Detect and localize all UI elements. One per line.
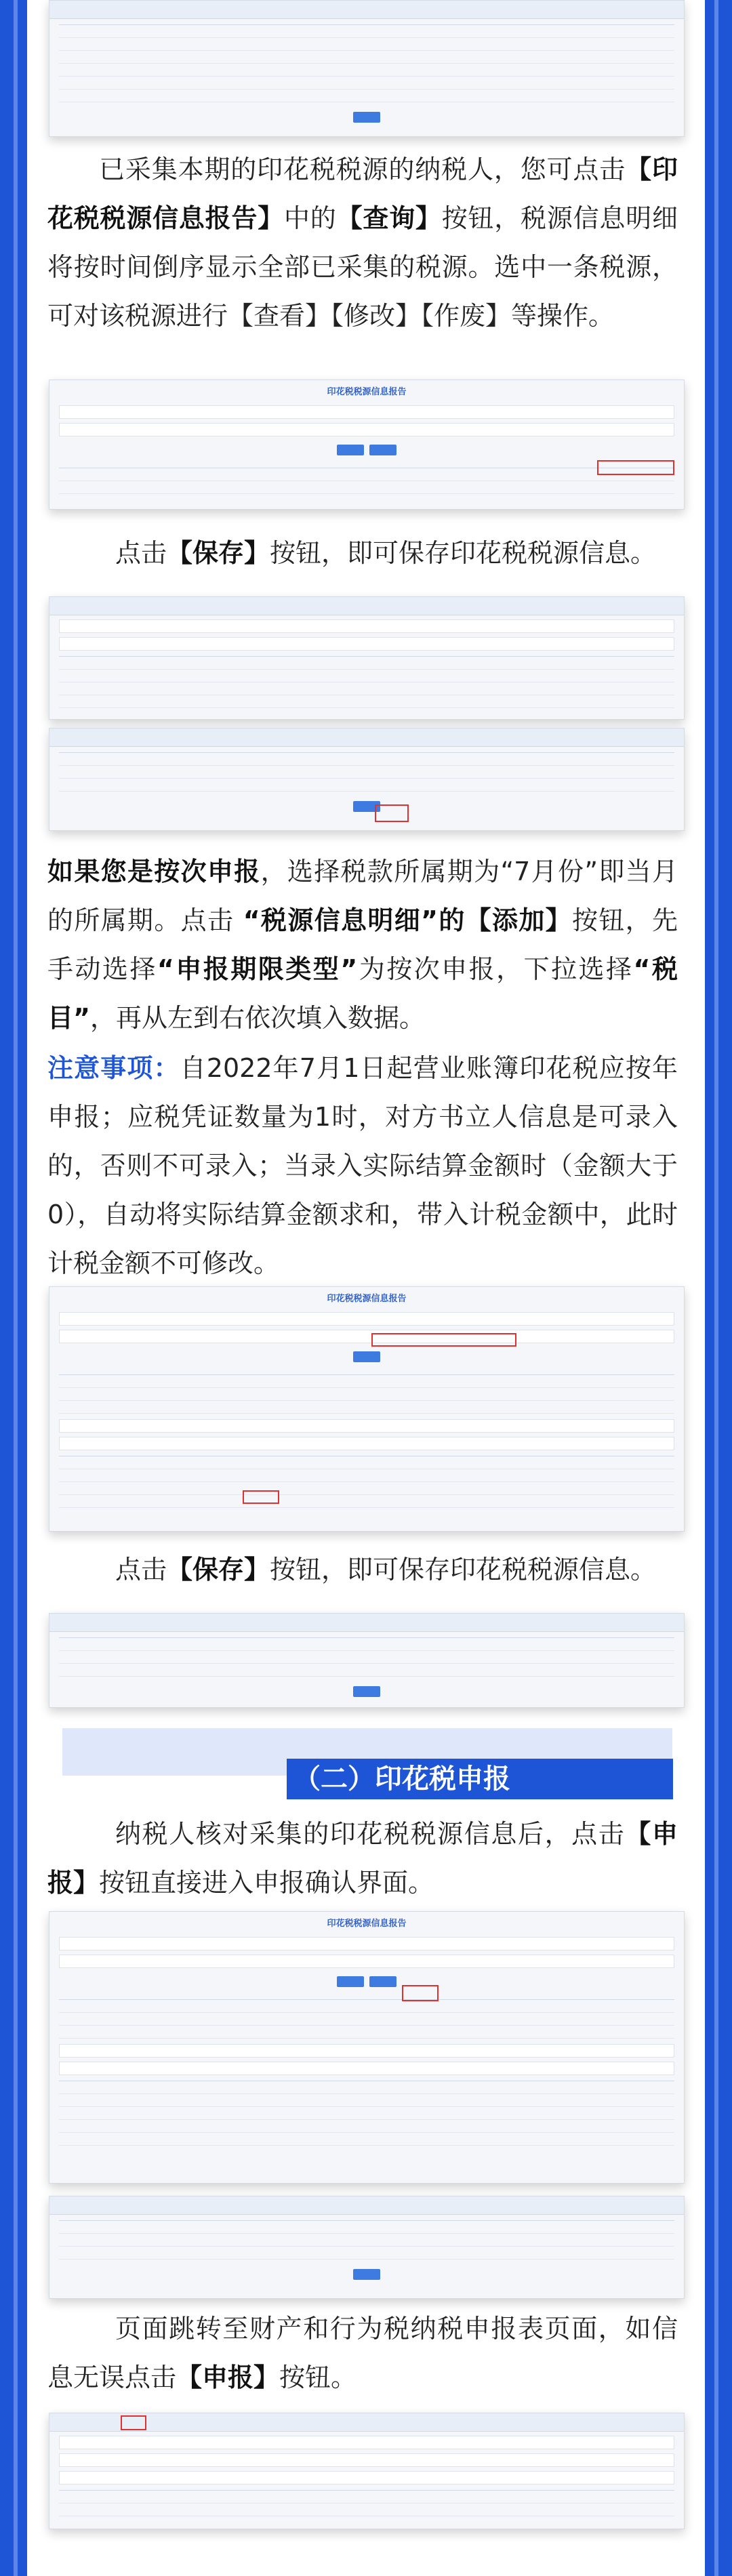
- paragraph-per-instance: 如果您是按次申报，选择税款所属期为“7月份”即当月的所属期。点击 “税源信息明细”的【添加】按钮，先手动选择“申报期限类型”为按次申报，下拉选择“税目”，再从左到右依次填入数据。: [47, 857, 678, 1033]
- paragraph-notes: 注意事项：自2022年7月1日起营业账簿印花税应按年申报；应税凭证数量为1时，对方书立人信息是可录入的，否则不可录入；当录入实际结算金额时（金额大于0），自动将实际结算金额求和，带入计税金额中，此时计税金额不可修改。: [47, 1053, 678, 1278]
- paragraph-query: 已采集本期的印花税税源的纳税人，您可点击【印花税税源信息报告】中的【查询】按钮，税源信息明细将按时间倒序显示全部已采集的税源。选中一条税源，可对该税源进行【查看】【修改】【作废】等操作。: [47, 155, 678, 331]
- screenshot-save-form: [49, 596, 685, 720]
- screenshot-add-detail: 印花税税源信息报告: [49, 1286, 685, 1532]
- screenshot-save-table: [49, 728, 685, 831]
- right-rail: [714, 0, 718, 2576]
- left-rail: [14, 0, 18, 2576]
- paragraph-save-2: 点击【保存】按钮，即可保存印花税税源信息。: [115, 1555, 657, 1585]
- paragraph-declare-entry: 纳税人核对采集的印花税税源信息后，点击【申报】按钮直接进入申报确认界面。: [47, 1819, 678, 1898]
- screenshot-declare-form: 印花税税源信息报告: [49, 1911, 685, 2184]
- screenshot-report-query: 印花税税源信息报告: [49, 380, 685, 510]
- screenshot-tax-return: [49, 2413, 685, 2529]
- section-title: （二）印花税申报: [287, 1759, 673, 1799]
- screenshot-source-table: [49, 0, 685, 137]
- screenshot-saved-table: [49, 1613, 685, 1708]
- paragraph-save-1: 点击【保存】按钮，即可保存印花税税源信息。: [115, 538, 657, 568]
- screenshot-declare-table: [49, 2196, 685, 2299]
- paragraph-tax-return: 页面跳转至财产和行为税纳税申报表页面，如信息无误点击【申报】按钮。: [47, 2314, 678, 2392]
